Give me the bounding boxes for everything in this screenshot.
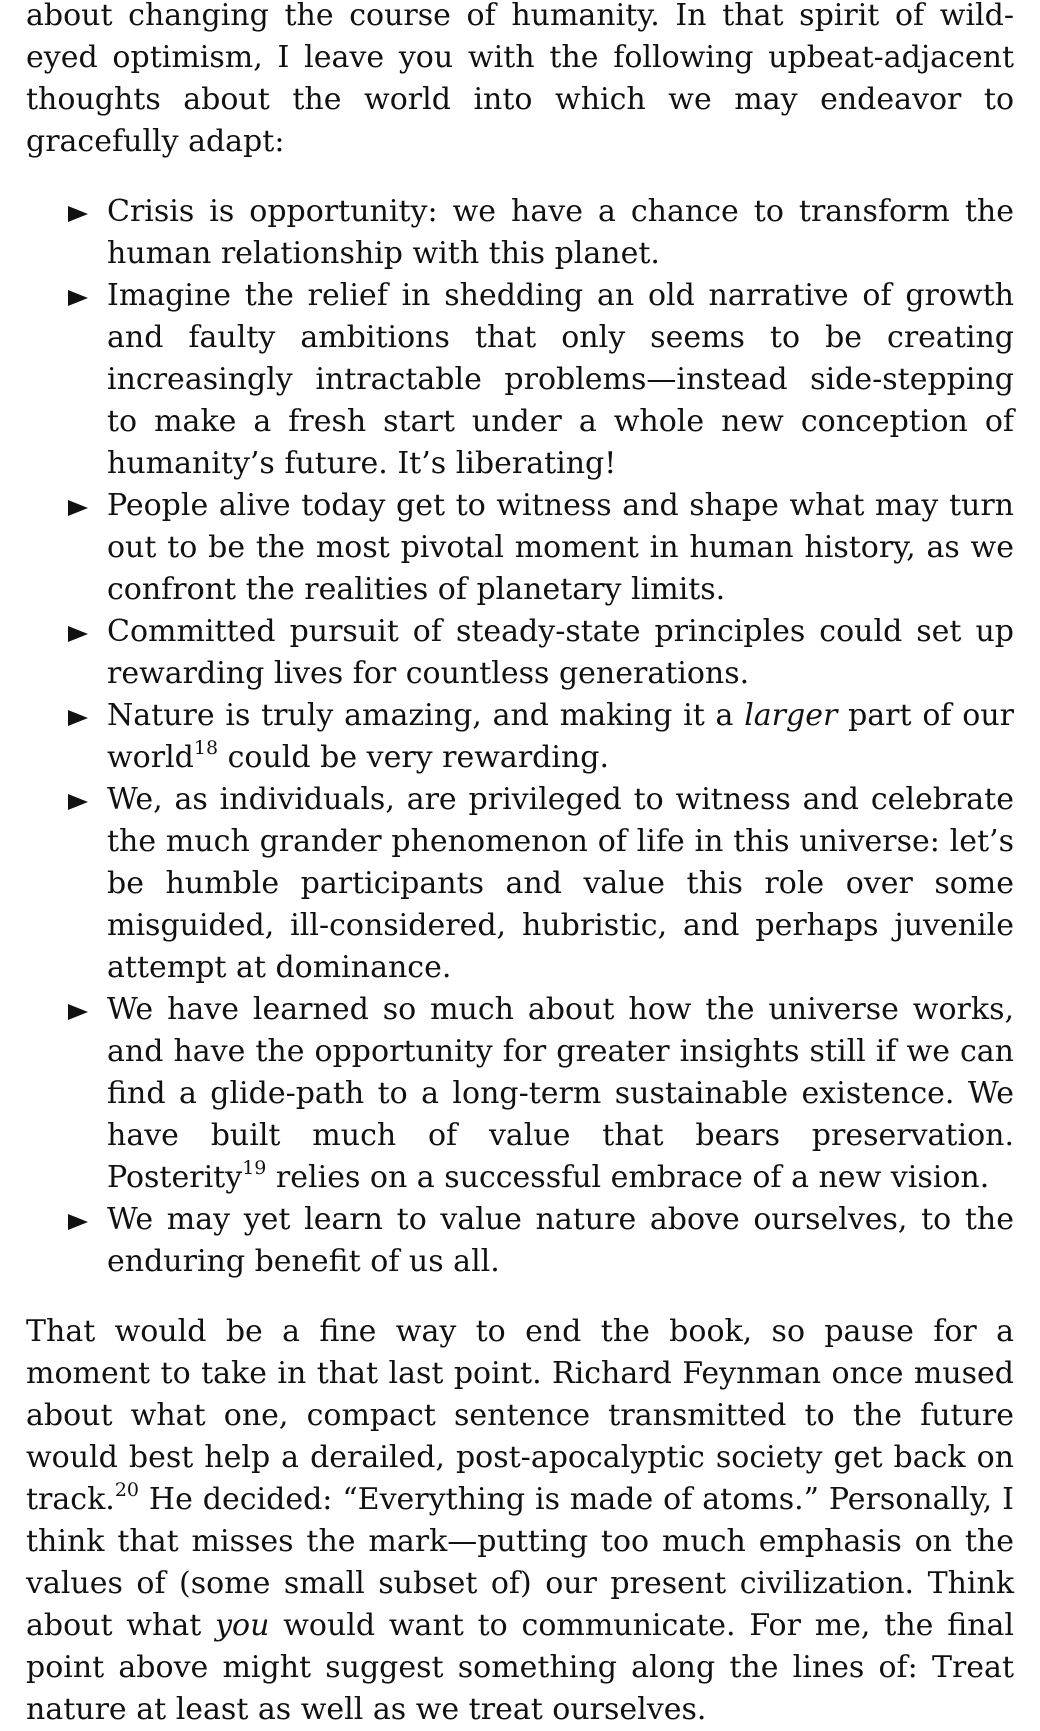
paragraph-text: He decided: “Everything is made of atoms.” Personally, I think that misses the mark—putting too much emphasis on the values of (some small subset of) our present civilization. Think about what [26, 1482, 1014, 1643]
triangle-bullet-icon [68, 794, 88, 810]
triangle-bullet-icon [68, 1214, 88, 1230]
paragraph-text: would want to communicate. For me, the final point above might suggest something along the lines of: Treat nature at least as well as we treat ourselves. [26, 1608, 1015, 1727]
triangle-bullet-icon [68, 710, 88, 726]
thoughts-list [26, 191, 1014, 1283]
list-item [26, 989, 1014, 1199]
list-item-text: Imagine the relief in shedding an old narrative of growth and faulty ambitions that only seems to be creating increasingly intractable problems—instead side-stepping to make a fresh start under a whole new conception of humanity’s future. It’s liberating! [107, 278, 1014, 481]
list-item-text: could be very rewarding. [218, 740, 610, 775]
list-item-text: relies on a successful embrace of a new vision. [266, 1160, 990, 1195]
closing-paragraph [26, 1311, 1014, 1731]
list-item-text: Crisis is opportunity: we have a chance to transform the human relationship with this planet. [107, 194, 1014, 271]
list-item-text: Committed pursuit of steady-state principles could set up rewarding lives for countless generations. [107, 614, 1014, 691]
footnote-marker[interactable]: 18 [193, 737, 219, 759]
emphasis-text: larger [744, 698, 838, 733]
footnote-marker[interactable]: 19 [242, 1157, 267, 1179]
list-item-text: We have learned so much about how the universe works, and have the opportunity for greater insights still if we can find a glide-path to a long-term sustainable existence. We have built much of value that bears preservation. Posterity [107, 992, 1014, 1195]
list-item [26, 275, 1014, 485]
list-item [26, 191, 1014, 275]
triangle-bullet-icon [68, 206, 88, 222]
list-item-text: People alive today get to witness and shape what may turn out to be the most pivotal moment in human history, as we confront the realities of planetary limits. [107, 488, 1014, 607]
list-item [26, 1199, 1014, 1283]
emphasis-text: you [215, 1608, 270, 1643]
footnote-marker[interactable]: 20 [114, 1479, 139, 1501]
paragraph-text: That would be a fine way to end the book, so pause for a moment to take in that last point. Richard Feynman once mused about what one, compact sentence transmitted to the future would best help a derailed, post-apocalyptic society get back on track. [26, 1314, 1014, 1517]
list-item-text: part of our world [107, 698, 1014, 775]
list-item [26, 695, 1014, 779]
list-item [26, 485, 1014, 611]
list-item-text: Nature is truly amazing, and making it a [107, 698, 745, 733]
intro-paragraph: about changing the course of humanity. In that spirit of wild-eyed optimism, I leave you with the following upbeat-adjacent thoughts about the world into which we may endeavor to gracefully adapt: [26, 0, 1014, 159]
triangle-bullet-icon [68, 626, 88, 642]
list-item-text: We may yet learn to value nature above ourselves, to the enduring benefit of us all. [107, 1202, 1014, 1279]
list-item-text: We, as individuals, are privileged to witness and celebrate the much grander phenomenon of life in this universe: let’s be humble participants and value this role over some misguided, ill-considered, hubristic, and perhaps juvenile attempt at dominance. [107, 782, 1014, 985]
list-item [26, 611, 1014, 695]
triangle-bullet-icon [68, 290, 88, 306]
list-item [26, 779, 1014, 989]
triangle-bullet-icon [68, 500, 88, 516]
triangle-bullet-icon [68, 1004, 88, 1020]
